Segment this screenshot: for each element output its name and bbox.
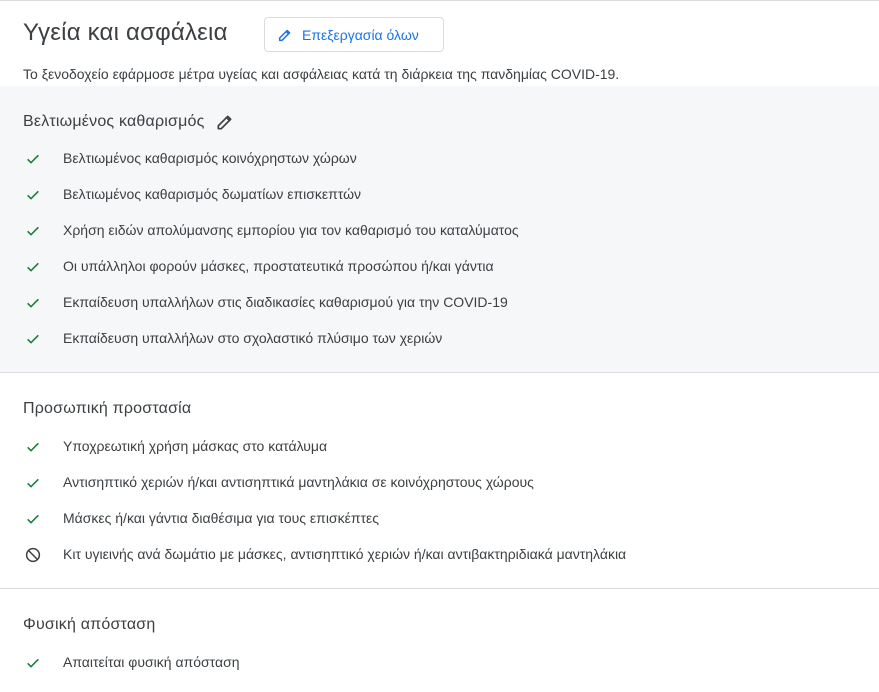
check-icon: [24, 294, 42, 312]
check-icon: [24, 438, 42, 456]
check-icon: [24, 258, 42, 276]
item-text: Αντισηπτικό χεριών ή/και αντισηπτικά μαντηλάκια σε κοινόχρηστους χώρους: [63, 474, 534, 490]
item-text: Κιτ υγιεινής ανά δωμάτιο με μάσκες, αντισηπτικό χεριών ή/και αντιβακτηριδιακά μαντηλάκια: [63, 546, 627, 562]
check-icon: [24, 186, 42, 204]
list-item: [0, 148, 879, 168]
page-title: Υγεία και ασφάλεια: [23, 19, 228, 46]
page-subtitle: Το ξενοδοχείο εφάρμοσε μέτρα υγείας και ασφάλειας κατά τη διάρκεια της πανδημίας COVID-19.: [23, 66, 620, 82]
item-text: Χρήση ειδών απολύμανσης εμπορίου για τον καθαρισμό του καταλύματος: [63, 222, 519, 238]
section-enhanced-cleaning: [0, 86, 879, 372]
check-icon: [24, 510, 42, 528]
pencil-icon: [277, 27, 293, 43]
section-title: Βελτιωμένος καθαρισμός: [23, 113, 205, 130]
edit-all-button[interactable]: [264, 17, 444, 52]
list-item: [0, 508, 879, 528]
section-personal-protection: [0, 372, 879, 588]
list-item: [0, 436, 879, 456]
item-text: Υποχρεωτική χρήση μάσκας στο κατάλυμα: [63, 438, 328, 454]
item-text: Μάσκες ή/και γάντια διαθέσιμα για τους επισκέπτες: [63, 510, 379, 526]
section-title: Φυσική απόσταση: [23, 616, 156, 633]
check-icon: [24, 150, 42, 168]
section-physical-distancing: [0, 588, 879, 692]
list-item: [0, 256, 879, 276]
list-item: [0, 184, 879, 204]
section-heading: [23, 616, 155, 634]
list-item: [0, 292, 879, 312]
item-text: Εκπαίδευση υπαλλήλων στο σχολαστικό πλύσιμο των χεριών: [63, 330, 443, 346]
item-text: Απαιτείται φυσική απόσταση: [63, 654, 240, 670]
list-item: [0, 220, 879, 240]
check-icon: [24, 330, 42, 348]
list-item: [0, 472, 879, 492]
not-available-icon: [24, 546, 42, 564]
list-item: [0, 544, 879, 564]
item-text: Οι υπάλληλοι φορούν μάσκες, προστατευτικά προσώπου ή/και γάντια: [63, 258, 494, 274]
list-item: [0, 652, 879, 672]
item-text: Βελτιωμένος καθαρισμός κοινόχρηστων χώρων: [63, 150, 357, 166]
section-title: Προσωπική προστασία: [23, 400, 192, 417]
item-text: Εκπαίδευση υπαλλήλων στις διαδικασίες καθαρισμού για την COVID-19: [63, 294, 508, 310]
page-header: [0, 0, 879, 86]
check-icon: [24, 474, 42, 492]
edit-all-label: Επεξεργασία όλων: [302, 26, 419, 43]
edit-section-pencil-icon[interactable]: [215, 112, 235, 132]
list-item: [0, 328, 879, 348]
check-icon: [24, 654, 42, 672]
section-heading: [23, 112, 235, 132]
check-icon: [24, 222, 42, 240]
item-text: Βελτιωμένος καθαρισμός δωματίων επισκεπτών: [63, 186, 362, 202]
section-heading: [23, 400, 191, 418]
